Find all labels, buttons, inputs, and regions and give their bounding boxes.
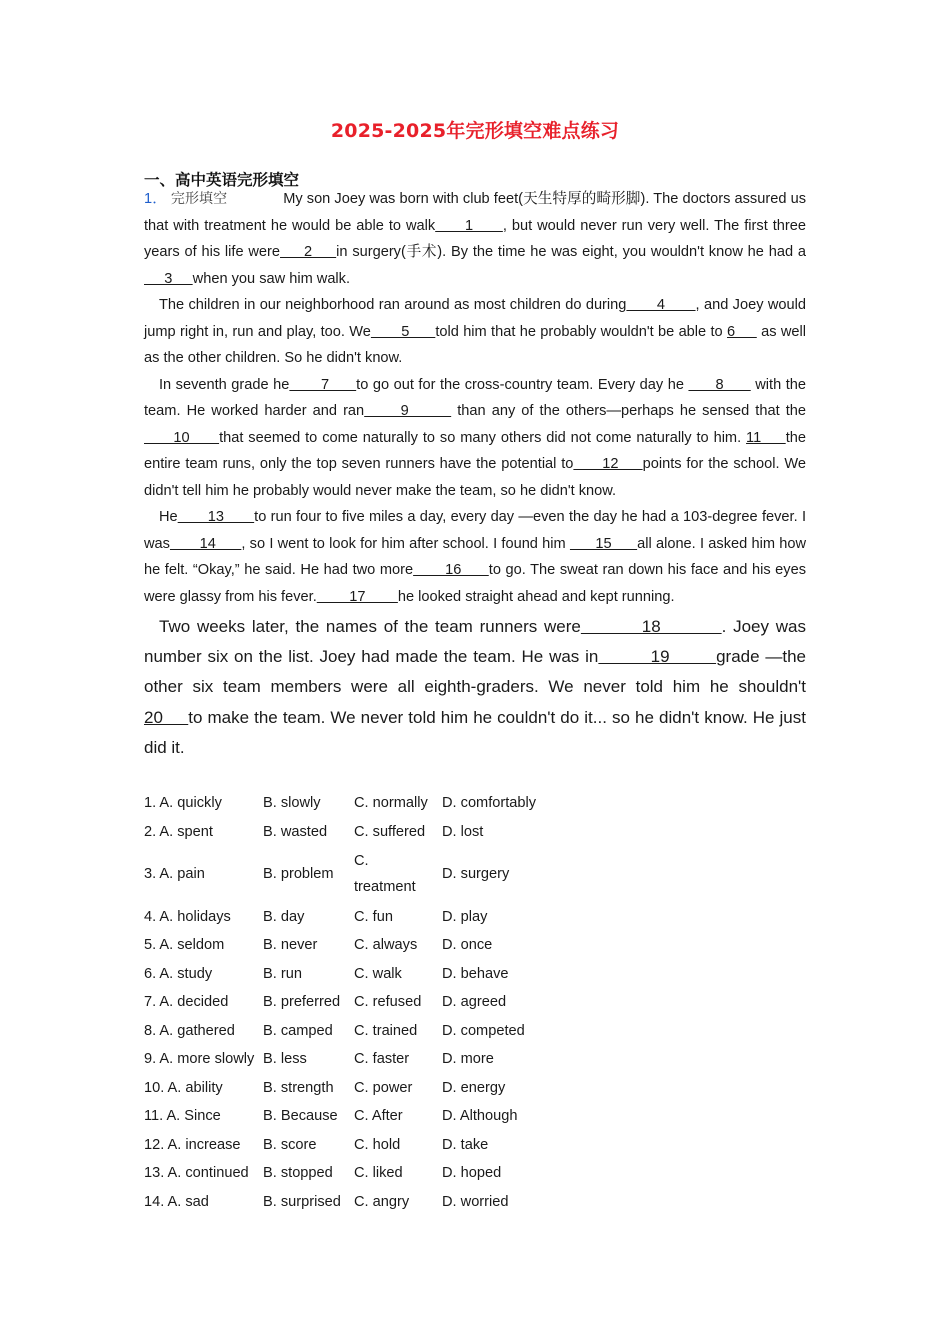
option-c[interactable]: C. walk	[354, 965, 402, 982]
passage-paragraph	[144, 186, 806, 292]
option-b[interactable]: B. camped	[263, 1022, 333, 1039]
answer-blank[interactable]: 6	[727, 323, 757, 340]
option-a[interactable]: 10. A. ability	[144, 1079, 223, 1096]
answer-blank[interactable]: 5	[370, 323, 436, 340]
passage-text: , but would never run very well. The first three years of his life were	[144, 217, 806, 260]
option-b[interactable]: B. preferred	[263, 994, 341, 1010]
passage-paragraph	[144, 504, 806, 610]
option-b[interactable]: B. strength	[263, 1079, 334, 1096]
option-row	[144, 1188, 562, 1217]
option-row	[144, 1159, 562, 1188]
option-row	[144, 818, 562, 847]
passage-text: . Joey was number six on the list. Joey had made the team. He was in	[144, 617, 806, 667]
option-b[interactable]: B. slowly	[263, 795, 321, 811]
answer-options-table	[144, 789, 562, 1216]
option-c[interactable]: C. trained	[354, 1022, 418, 1039]
passage-text: with the team. He worked harder and ran	[144, 376, 806, 419]
option-c[interactable]: C. After	[354, 1108, 403, 1124]
option-row	[144, 1074, 562, 1103]
option-b[interactable]: B. wasted	[263, 823, 328, 840]
answer-blank[interactable]: 3	[144, 270, 193, 287]
passage-text: Two weeks later, the names of the team runners were	[159, 617, 581, 636]
option-d[interactable]: D. lost	[442, 823, 484, 840]
option-a[interactable]: 3. A. pain	[144, 866, 205, 882]
passage-text: in surgery(	[336, 244, 406, 260]
option-c[interactable]: C. angry	[354, 1193, 410, 1210]
option-d[interactable]: D. hoped	[442, 1165, 502, 1181]
passage-text: the entire team runs, only the top seven runners have the potential to	[144, 429, 806, 472]
option-c[interactable]: C. power	[354, 1079, 413, 1096]
option-a[interactable]: 14. A. sad	[144, 1193, 209, 1210]
option-c[interactable]: C. refused	[354, 994, 422, 1010]
passage-text: , so I went to look for him after school. I found him	[241, 535, 570, 552]
passage-text: when you saw him walk.	[192, 270, 351, 287]
option-d[interactable]: D. energy	[442, 1079, 506, 1096]
passage-text: as well as the other children. So he didn't know.	[144, 323, 806, 366]
option-a[interactable]: 7. A. decided	[144, 994, 229, 1010]
option-d[interactable]: D. comfortably	[442, 795, 537, 811]
question-type-label: 完形填空	[170, 191, 228, 207]
passage-text: The children in our neighborhood ran around as most children do during	[159, 297, 627, 313]
option-c[interactable]	[354, 846, 442, 903]
option-row	[144, 1102, 562, 1131]
answer-blank[interactable]: 12	[573, 456, 643, 472]
option-b[interactable]: B. surprised	[263, 1193, 341, 1210]
option-b[interactable]: B. never	[263, 937, 318, 953]
option-d[interactable]: D. agreed	[442, 994, 507, 1010]
cloze-passage	[144, 186, 806, 763]
answer-blank[interactable]: 18	[580, 617, 722, 636]
passage-text: 天生特厚的畸形脚	[523, 190, 641, 207]
option-d[interactable]: D. play	[442, 908, 488, 925]
answer-blank[interactable]: 16	[413, 562, 489, 578]
answer-blank[interactable]: 20	[144, 707, 189, 727]
option-a[interactable]: 8. A. gathered	[144, 1022, 235, 1039]
option-row	[144, 1131, 562, 1160]
passage-text: than any of the others—perhaps he sensed that the	[451, 403, 806, 419]
passage-text: told him that he probably wouldn't be able to	[435, 323, 727, 340]
option-a[interactable]: 9. A. more slowly	[144, 1051, 255, 1067]
passage-text: grade —the other six team members were all eighth-graders. We never told him he shouldn't	[144, 647, 807, 697]
option-row	[144, 1045, 562, 1074]
option-c[interactable]: C. suffered	[354, 823, 426, 840]
option-a[interactable]: 1. A. quickly	[144, 795, 222, 811]
option-c[interactable]: C. hold	[354, 1136, 401, 1153]
answer-blank[interactable]: 8	[688, 376, 751, 393]
answer-blank[interactable]: 10	[144, 429, 220, 446]
option-row	[144, 931, 562, 960]
passage-paragraph	[144, 292, 806, 372]
answer-blank[interactable]: 2	[280, 244, 337, 260]
passage-text: all alone. I asked him how he felt. “Okay,” he said. He had two more	[144, 535, 806, 578]
option-c[interactable]: C. normally	[354, 795, 428, 811]
passage-text: to run four to five miles a day, every day —even the day he had a 103-degree fever. I was	[144, 509, 806, 552]
option-b[interactable]: B. problem	[263, 866, 334, 882]
option-d[interactable]: D. worried	[442, 1193, 509, 1210]
passage-text: ). By the time he was eight, you wouldn't know he had a	[437, 244, 806, 260]
option-a[interactable]: 4. A. holidays	[144, 908, 231, 925]
passage-text: 手术	[405, 243, 438, 260]
option-row	[144, 903, 562, 932]
passage-text: , and Joey would jump right in, run and play, too. We	[144, 297, 806, 340]
option-d[interactable]: D. take	[442, 1136, 489, 1153]
option-row	[144, 1017, 562, 1046]
option-a[interactable]: 13. A. continued	[144, 1165, 249, 1181]
answer-blank[interactable]: 9	[364, 403, 452, 419]
option-d[interactable]: D. competed	[442, 1022, 525, 1039]
passage-text: to go. The sweat ran down his face and his eyes were glassy from his fever.	[144, 562, 807, 605]
page-title: 2025-2025年完形填空难点练习	[330, 120, 620, 142]
answer-blank[interactable]: 14	[169, 535, 242, 552]
option-d[interactable]: D. surgery	[442, 866, 510, 882]
option-b[interactable]: B. day	[263, 908, 305, 925]
answer-blank[interactable]: 11	[746, 429, 786, 446]
option-row	[144, 988, 562, 1017]
option-a[interactable]: 12. A. increase	[144, 1136, 241, 1153]
passage-text: that seemed to come naturally to so many others did not come naturally to him.	[219, 429, 747, 446]
option-c[interactable]: C. liked	[354, 1165, 403, 1181]
option-row	[144, 846, 562, 903]
option-b[interactable]: B. stopped	[263, 1165, 333, 1181]
answer-blank[interactable]: 1	[435, 217, 503, 234]
option-d[interactable]: D. more	[442, 1051, 494, 1067]
option-c[interactable]: C. always	[354, 937, 418, 953]
option-b[interactable]: B. Because	[263, 1108, 338, 1124]
option-b[interactable]: B. score	[263, 1136, 317, 1153]
section-heading: 一、高中英语完形填空	[144, 171, 300, 189]
passage-text: points for the school. We didn't tell him he probably would never make the team, so he didn't know.	[144, 456, 806, 499]
answer-blank[interactable]: 15	[569, 535, 638, 552]
answer-blank[interactable]: 19	[598, 647, 717, 667]
option-c-text: C. treatment	[354, 852, 416, 896]
option-row	[144, 789, 562, 818]
passage-text: In seventh grade he	[159, 376, 290, 393]
answer-blank[interactable]: 7	[289, 376, 357, 393]
answer-blank[interactable]: 13	[177, 509, 255, 525]
option-row	[144, 960, 562, 989]
option-c[interactable]: C. fun	[354, 908, 393, 925]
option-d[interactable]: D. behave	[442, 965, 509, 982]
passage-paragraph	[144, 372, 806, 505]
option-a[interactable]: 6. A. study	[144, 965, 213, 982]
option-b[interactable]: B. run	[263, 965, 302, 982]
passage-text: ). The doctors assured us that with treatment he would be able to walk	[144, 191, 806, 234]
option-d[interactable]: D. Although	[442, 1108, 518, 1124]
passage-text: My son Joey was born with club feet(	[283, 191, 524, 207]
option-d[interactable]: D. once	[442, 937, 493, 953]
passage-text: he looked straight ahead and kept running.	[397, 588, 675, 605]
option-a[interactable]: 5. A. seldom	[144, 937, 225, 953]
option-c[interactable]: C. faster	[354, 1051, 410, 1067]
option-b[interactable]: B. less	[263, 1051, 307, 1067]
passage-text: to go out for the cross-country team. Every day he	[356, 376, 689, 393]
passage-paragraph	[144, 612, 806, 763]
answer-blank[interactable]: 4	[626, 297, 696, 313]
option-a[interactable]: 11. A. Since	[144, 1108, 221, 1124]
answer-blank[interactable]: 17	[316, 588, 398, 605]
question-number: 1．	[144, 191, 167, 207]
option-a[interactable]: 2. A. spent	[144, 823, 213, 840]
passage-text: to make the team. We never told him he couldn't do it... so he didn't know. He just did it.	[144, 707, 806, 757]
passage-text: He	[159, 509, 178, 525]
